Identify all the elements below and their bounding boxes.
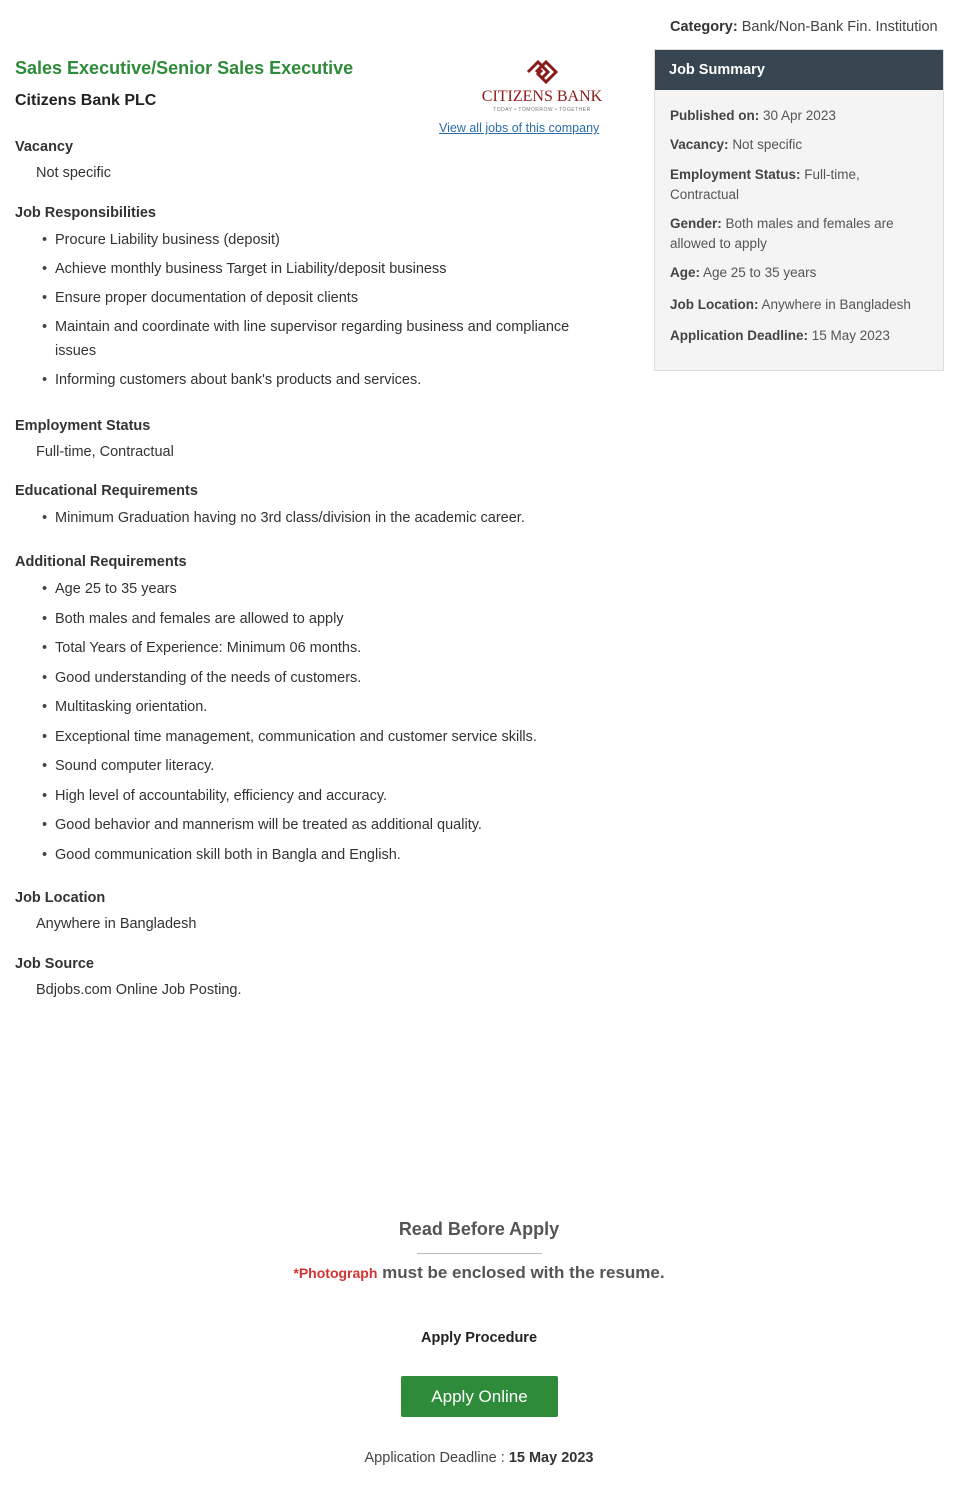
responsibilities-heading: Job Responsibilities xyxy=(15,205,156,221)
additional-list xyxy=(0,577,600,867)
job-summary-panel xyxy=(654,49,944,371)
list-item: • Exceptional time management, communication and customer service skills. xyxy=(0,725,600,749)
education-list xyxy=(0,506,600,530)
list-item: • High level of accountability, efficiency and accuracy. xyxy=(0,784,600,808)
list-item: • Sound computer literacy. xyxy=(0,754,600,778)
photograph-note xyxy=(0,1263,958,1283)
logo-text: CITIZENS BANK xyxy=(481,88,603,105)
deadline-label: Application Deadline : xyxy=(364,1450,505,1466)
employment-status-heading: Employment Status xyxy=(15,418,151,434)
source-value: Bdjobs.com Online Job Posting. xyxy=(36,982,242,998)
read-before-apply-heading: Read Before Apply xyxy=(398,1219,560,1239)
divider xyxy=(417,1253,542,1254)
list-item: • Achieve monthly business Target in Liability/deposit business xyxy=(0,257,600,281)
job-category xyxy=(670,19,938,35)
list-item: • Good communication skill both in Bangla and English. xyxy=(0,843,600,867)
list-item: • Good behavior and mannerism will be treated as additional quality. xyxy=(0,813,600,837)
list-item: • Ensure proper documentation of deposit clients xyxy=(0,286,600,310)
summary-age-value: Age 25 to 35 years xyxy=(703,265,817,280)
education-heading: Educational Requirements xyxy=(15,483,198,499)
summary-deadline-value: 15 May 2023 xyxy=(811,328,890,343)
additional-heading: Additional Requirements xyxy=(15,554,187,570)
summary-employment-label: Employment Status: xyxy=(670,167,801,182)
summary-vacancy-value: Not specific xyxy=(732,137,803,152)
citizens-bank-logo-icon xyxy=(524,58,560,86)
category-label: Category: xyxy=(670,19,738,35)
company-name: Citizens Bank PLC xyxy=(15,92,157,109)
location-heading: Job Location xyxy=(15,890,106,906)
summary-vacancy xyxy=(670,135,932,155)
list-item: • Maintain and coordinate with line supervisor regarding business and compliance issues xyxy=(0,315,600,363)
summary-published-label: Published on: xyxy=(670,108,760,123)
summary-vacancy-label: Vacancy: xyxy=(670,137,729,152)
source-heading: Job Source xyxy=(15,956,94,972)
responsibilities-list xyxy=(0,228,600,392)
summary-gender-value: Both males and females are allowed to apply xyxy=(670,216,894,251)
summary-deadline-label: Application Deadline: xyxy=(670,328,809,343)
apply-online-button[interactable]: Apply Online xyxy=(401,1376,558,1417)
summary-published-value: 30 Apr 2023 xyxy=(763,108,836,123)
job-title: Sales Executive/Senior Sales Executive xyxy=(15,58,354,78)
list-item: • Good understanding of the needs of customers. xyxy=(0,666,600,690)
photograph-note-text: must be enclosed with the resume. xyxy=(382,1263,665,1282)
summary-location xyxy=(670,295,932,315)
application-deadline-footer xyxy=(0,1450,958,1466)
list-item: • Multitasking orientation. xyxy=(0,695,600,719)
list-item: • Both males and females are allowed to apply xyxy=(0,607,600,631)
vacancy-heading: Vacancy xyxy=(15,139,74,155)
logo-tagline: TODAY • TOMORROW • TOGETHER xyxy=(493,107,591,113)
category-value: Bank/Non-Bank Fin. Institution xyxy=(741,19,938,35)
summary-employment-value: Full-time, Contractual xyxy=(670,167,860,202)
apply-procedure-heading: Apply Procedure xyxy=(420,1330,538,1346)
list-item: • Total Years of Experience: Minimum 06 months. xyxy=(0,636,600,660)
summary-age xyxy=(670,263,932,283)
summary-location-label: Job Location: xyxy=(670,297,759,312)
list-item: • Procure Liability business (deposit) xyxy=(0,228,600,252)
company-logo xyxy=(480,58,604,114)
list-item: • Minimum Graduation having no 3rd class/division in the academic career. xyxy=(0,506,600,530)
summary-gender xyxy=(670,214,910,254)
employment-status-value: Full-time, Contractual xyxy=(36,444,174,460)
view-all-jobs-link[interactable]: View all jobs of this company xyxy=(439,121,600,135)
summary-gender-label: Gender: xyxy=(670,216,722,231)
summary-employment xyxy=(670,165,932,205)
summary-deadline xyxy=(670,326,932,346)
summary-published xyxy=(670,106,932,126)
vacancy-value: Not specific xyxy=(36,165,111,181)
job-summary-title: Job Summary xyxy=(655,50,943,90)
location-value: Anywhere in Bangladesh xyxy=(36,916,197,932)
deadline-value: 15 May 2023 xyxy=(508,1450,594,1466)
list-item: • Age 25 to 35 years xyxy=(0,577,600,601)
summary-location-value: Anywhere in Bangladesh xyxy=(761,297,911,312)
list-item: • Informing customers about bank's products and services. xyxy=(0,368,600,392)
photograph-word: *Photograph xyxy=(293,1265,378,1281)
summary-age-label: Age: xyxy=(670,265,700,280)
